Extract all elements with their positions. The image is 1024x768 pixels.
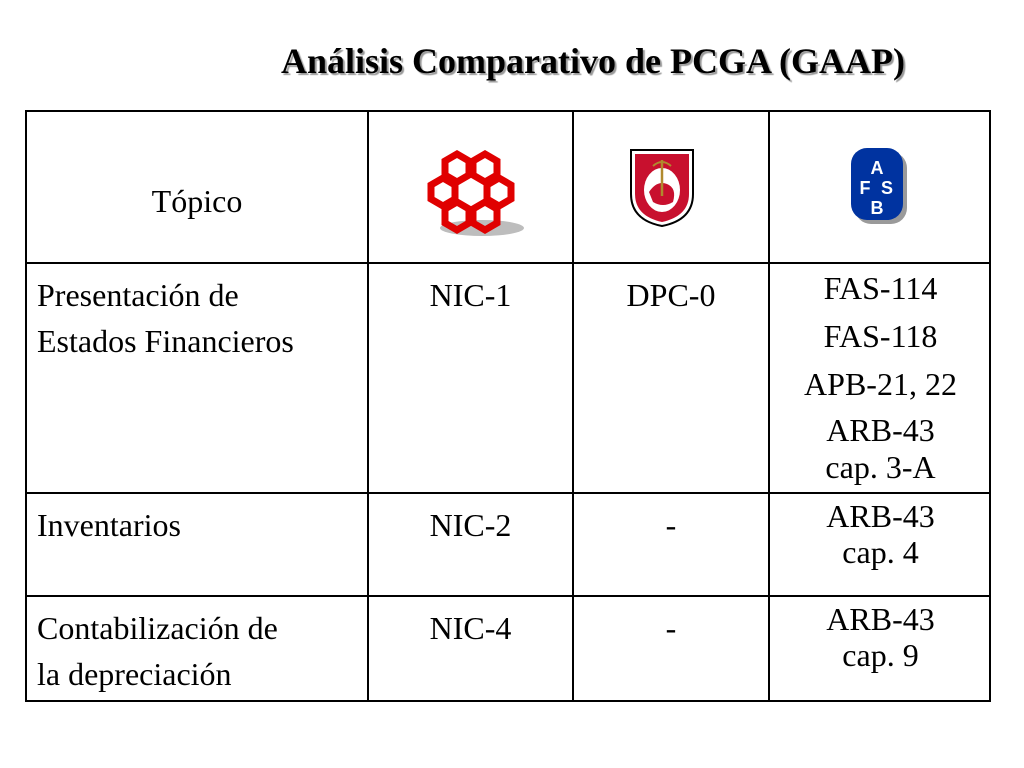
nic-cell: NIC-4 bbox=[429, 610, 512, 646]
fasb-ref: cap. 9 bbox=[842, 637, 919, 673]
svg-text:B: B bbox=[870, 198, 884, 218]
fasb-ref: cap. 4 bbox=[842, 534, 919, 570]
fasb-cell bbox=[770, 264, 991, 485]
row-divider bbox=[27, 492, 989, 494]
table-row-topic bbox=[37, 605, 278, 697]
fasb-ref: FAS-118 bbox=[823, 318, 938, 354]
comparison-table bbox=[25, 110, 991, 702]
svg-text:A: A bbox=[870, 158, 884, 178]
page-title: Análisis Comparativo de PCGA (GAAP) bbox=[281, 41, 905, 81]
nic-cell: NIC-2 bbox=[429, 507, 512, 543]
nic-cell: NIC-1 bbox=[429, 277, 512, 313]
fasb-cell bbox=[770, 498, 991, 570]
row-divider bbox=[27, 595, 989, 597]
topic-line: Presentación de bbox=[37, 277, 239, 313]
dpc-cell: - bbox=[665, 610, 677, 646]
fasb-ref: ARB-43 bbox=[826, 498, 935, 534]
dpc-cell: - bbox=[665, 507, 677, 543]
fasb-ref: ARB-43 bbox=[826, 601, 935, 637]
svg-text:S: S bbox=[880, 178, 894, 198]
topic-line: la depreciación bbox=[37, 656, 232, 692]
fasb-ref: ARB-43 bbox=[826, 412, 935, 448]
iasc-logo bbox=[427, 146, 527, 236]
fasb-logo bbox=[847, 146, 911, 228]
fasb-ref: APB-21, 22 bbox=[804, 366, 957, 402]
fasb-ref: cap. 3-A bbox=[825, 449, 936, 485]
table-row-topic bbox=[37, 272, 294, 364]
dpc-cell: DPC-0 bbox=[626, 277, 716, 313]
fasb-ref: FAS-114 bbox=[823, 270, 938, 306]
svg-text:F: F bbox=[859, 178, 871, 198]
table-row-topic bbox=[37, 502, 181, 548]
topic-line: Estados Financieros bbox=[37, 323, 294, 359]
fccpv-logo bbox=[627, 146, 697, 228]
fasb-cell bbox=[770, 601, 991, 673]
topic-line: Contabilización de bbox=[37, 610, 278, 646]
topic-header: Tópico bbox=[151, 183, 243, 219]
topic-line: Inventarios bbox=[37, 507, 181, 543]
